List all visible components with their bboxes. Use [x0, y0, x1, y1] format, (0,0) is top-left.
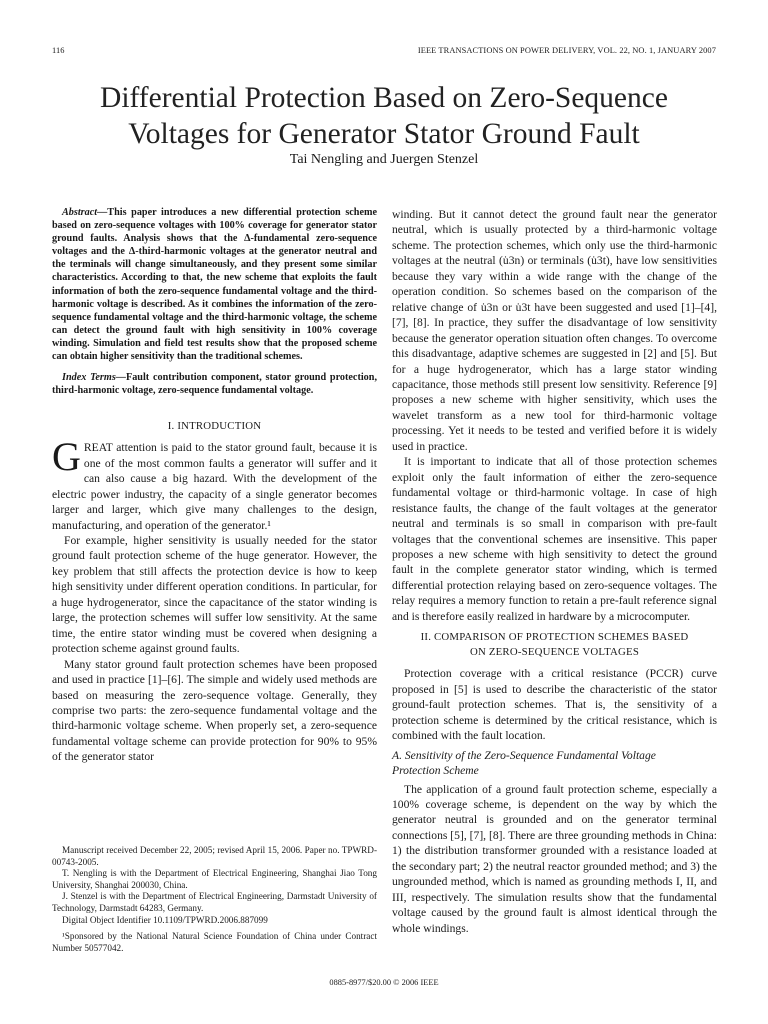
- page-number: 116: [52, 46, 65, 55]
- right-paragraph-3: Protection coverage with a critical resistance (PCCR) curve proposed in [5] is used to describe the characteristic of the stator ground-fault protection schemes. That is, the sensitivity of a protection scheme is determined by the critical resistance, which is combined with the fault location.: [392, 667, 717, 743]
- paper-title: [40, 80, 728, 152]
- intro-paragraph-2: For example, higher sensitivity is usually needed for the stator ground fault protection scheme of the huge generator. However, the key problem that still affects the protection device is how to keep high sensitivity under different operation conditions. In particular, for a huge hydrogenerator, since the capacitance of the stator winding is large, the protection schemes will suffer low sensitivity. At the same time, the entire stator winding must be covered when designing a protection scheme against ground faults.: [52, 534, 377, 656]
- abstract: [52, 206, 377, 363]
- journal-header: IEEE TRANSACTIONS ON POWER DELIVERY, VOL. 22, NO. 1, JANUARY 2007: [417, 46, 716, 55]
- title-line-2: Voltages for Generator Stator Ground Fault: [128, 118, 640, 150]
- footnote-author-2: J. Stenzel is with the Department of Electrical Engineering, Darmstadt University of Technology, Darmstadt 64283, Germany.: [52, 891, 377, 913]
- abstract-text: This paper introduces a new differential protection scheme based on zero-sequence voltages with 100% coverage for generator stator ground faults. Analysis shows that the Δ-fundamental zero-sequence voltages and the Δ-third-harmonic voltages at the generator neutral and the terminals will change simultaneously, and they present some similar characteristics. According to that, the new scheme that exploits the fault information of both the zero-sequence fundamental voltage and the third-harmonic voltage is described. As it combines the information of the zero-sequence fundamental voltage and the third-harmonic voltage, the scheme can detect the ground fault with high sensitivity in 100% coverage winding. Simulation and field test results show that the proposed scheme can obtain higher sensitivity than the traditional schemes.: [52, 207, 377, 363]
- footnote-manuscript: Manuscript received December 22, 2005; revised April 15, 2006. Paper no. TPWRD-00743-2005.: [52, 845, 377, 867]
- index-terms-text: Fault contribution component, stator ground protection, third-harmonic voltage, zero-sequence fundamental voltage.: [52, 372, 377, 397]
- intro-paragraph-3: Many stator ground fault protection schemes have been proposed and used in practice [1]–[6]. The simple and widely used methods are based on measuring the zero-sequence voltage. Generally, they comprise two parts: the zero-sequence fundamental voltage and the third-harmonic voltage scheme. When properly set, a zero-sequence fundamental voltage scheme can provide protection for 90% to 95% of the generator stator: [52, 657, 377, 764]
- section-heading-introduction: I. INTRODUCTION: [167, 420, 262, 433]
- title-line-1: Differential Protection Based on Zero-Sequence: [100, 82, 668, 114]
- copyright-footer: 0885-8977/$20.00 © 2006 IEEE: [329, 978, 439, 987]
- section-heading-comparison-line-2: ON ZERO-SEQUENCE VOLTAGES: [469, 646, 640, 659]
- footnote-author-1: T. Nengling is with the Department of Electrical Engineering, Shanghai Jiao Tong University, Shanghai 200030, China.: [52, 868, 377, 890]
- right-paragraph-1: winding. But it cannot detect the ground fault near the generator neutral, which is usually protected by a third-harmonic voltage scheme. The protection schemes, which only use the third-harmonic voltages at the neutral (u̇3n) or terminals (u̇3t), have low sensitivities because they vary within a wide range with the change of the operation condition. So schemes based on the comparison of the relative change of u̇3n or u̇3t have been suggested and used [1]–[4], [7], [8]. In practice, they suffer the disadvantage of low sensitivity because the generator operation situation often changes. To overcome this disadvantage, adaptive schemes are suggested in [2] and [5]. But for a huge hydrogenerator, which has a large stator winding capacitance, those methods still present low sensitivity. Reference [9] proposes a new scheme with higher sensitivity, which uses the wavelet transform as a new tool for third-harmonic voltage processing. Yet it needs to be tested and verified before it is widely used in practice.: [392, 208, 717, 453]
- right-paragraph-2: It is important to indicate that all of those protection schemes exploit only the fault information of either the zero-sequence fundamental voltage or third-harmonic voltage. In case of high resistance faults, the change of the fault voltages at the generator neutral and terminals is so small in comparison with pre-fault voltages that the conventional schemes are insensitive. This paper proposes a new scheme with high sensitivity to detect the ground fault in the complete generator stator winding, which is termed differential protection relaying based on zero-sequence voltages. The relay requires a memory function to retain a pre-fault reference signal and is therefore easily realized in hardware by a microcomputer.: [392, 455, 717, 623]
- abstract-label: Abstract—: [62, 207, 108, 218]
- index-terms: [52, 371, 377, 397]
- right-column: [392, 207, 717, 936]
- intro-paragraph-1: [52, 434, 377, 533]
- index-terms-label: Index Terms—: [62, 372, 126, 384]
- footnote-sponsor: ¹Sponsored by the National Natural Science Foundation of China under Contract Number 50577042.: [52, 931, 377, 953]
- subsection-heading-line-1: A. Sensitivity of the Zero-Sequence Fundamental Voltage: [392, 748, 656, 762]
- intro-paragraph-1-text: REAT attention is paid to the stator ground fault, because it is one of the most common faults a generator will suffer and it can also cause a big hazard. With the development of the electric power industry, the capacity of a single generator becomes larger and larger, which give many challenges to the design, manufacturing, and operation of the generator.¹: [52, 441, 377, 532]
- footnote-doi: Digital Object Identifier 10.1109/TPWRD.2006.887099: [62, 914, 268, 925]
- left-column: [52, 206, 377, 765]
- right-paragraph-4: The application of a ground fault protection scheme, especially a 100% coverage scheme, is dependent on the way by which the generator neutral is grounded and on the generator terminal connections [5], [7], [8]. There are three grounding methods in China: 1) the distribution transformer grounded with a resistance loaded at the secondary part; 2) the neutral reactor grounded method; and 3) the ungrounded method, which is named as grounding methods I, II, and III, respectively. The simulation results show that the fundamental voltage caused by the ground fault is almost identical through the whole windings.: [392, 782, 717, 935]
- section-heading-comparison: [392, 630, 717, 660]
- authors: Tai Nengling and Juergen Stenzel: [289, 152, 479, 167]
- subsection-heading-line-2: Protection Scheme: [392, 763, 479, 777]
- footnotes: [52, 845, 377, 954]
- drop-cap: G: [52, 434, 81, 480]
- subsection-heading: [392, 748, 717, 778]
- section-heading-comparison-line-1: II. COMPARISON OF PROTECTION SCHEMES BASED: [420, 631, 689, 644]
